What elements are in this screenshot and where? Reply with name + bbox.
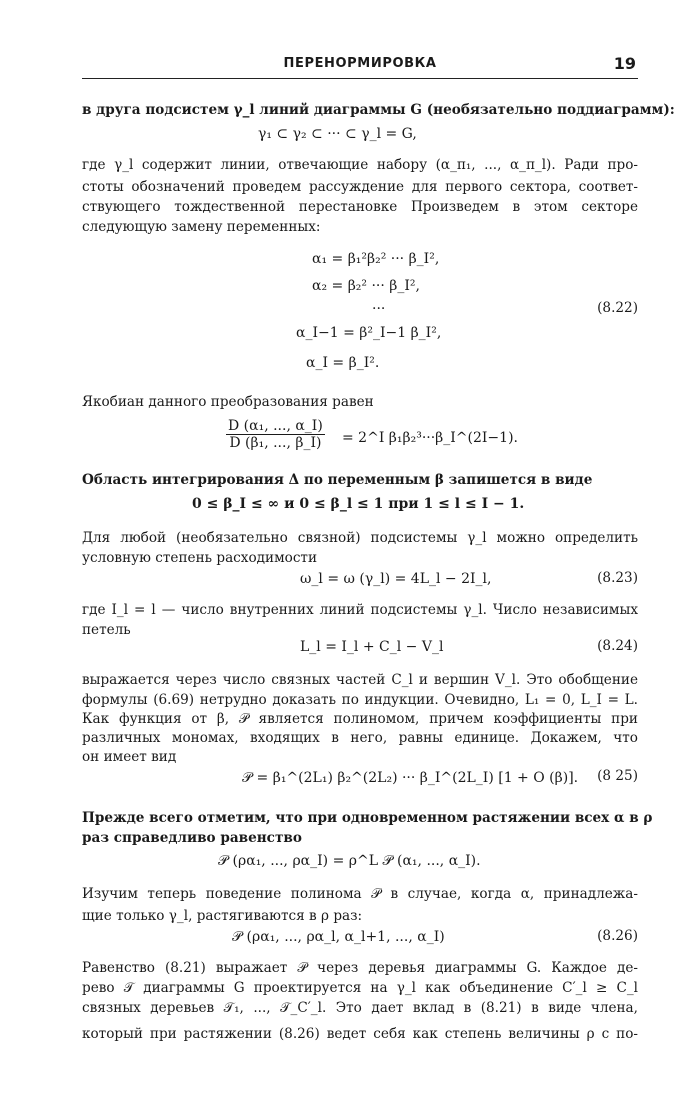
text-line-23: связных деревьев 𝒯₁, ..., 𝒯_C′_l. Это дает вклад в (8.21) в виде члена, <box>82 1000 638 1016</box>
equation-826: 𝒫 (ρα₁, ..., ρα_l, α_l+1, ..., α_I) <box>232 929 445 945</box>
text-line-15: различных мономах, входящих в него, равны единице. Докажем, что <box>82 730 638 746</box>
jacobian-rhs: = 2^I β₁β₂³···β_I^(2I−1). <box>342 430 518 446</box>
text-line-18: раз справедливо равенство <box>82 830 302 846</box>
jacobian-numerator: D (α₁, ..., α_I) <box>228 418 323 434</box>
text-line-10: где I_l = l — число внутренних линий подсистемы γ_l. Число независимых <box>82 602 638 618</box>
text-line-6: Якобиан данного преобразования равен <box>82 394 374 410</box>
text-line-21: Равенство (8.21) выражает 𝒫 через деревья диаграммы G. Каждое де- <box>82 960 638 976</box>
equation-number-825: (8 25) <box>597 768 638 784</box>
equation-822-row-3: ··· <box>372 301 386 317</box>
equation-825: 𝒫 = β₁^(2L₁) β₂^(2L₂) ··· β_I^(2L_I) [1 + O (β)]. <box>242 770 579 786</box>
equation-822-row-4: α_I−1 = β²_I−1 β_I², <box>296 325 442 341</box>
equation-scaling: 𝒫 (ρα₁, ..., ρα_I) = ρ^L 𝒫 (α₁, ..., α_I). <box>218 853 481 869</box>
equation-number-824: (8.24) <box>597 638 638 654</box>
text-line-11: петель <box>82 622 131 638</box>
running-title: ПЕРЕНОРМИРОВКА <box>283 56 437 71</box>
text-line-19: Изучим теперь поведение полинома 𝒫 в случае, когда α, принадлежа- <box>82 886 638 902</box>
text-line-3: стоты обозначений проведем рассуждение для первого сектора, соответ- <box>82 179 638 195</box>
text-line-1: в друга подсистем γ_l линий диаграммы G (необязательно поддиаграмм): <box>82 102 675 118</box>
text-line-9: условную степень расходимости <box>82 550 318 566</box>
text-line-20: щие только γ_l, растягиваются в ρ раз: <box>82 908 363 924</box>
equation-822-row-2: α₂ = β₂² ··· β_I², <box>312 278 420 294</box>
text-line-14: Как функция от β, 𝒫 является полиномом, причем коэффициенты при <box>82 711 638 727</box>
equation-824: L_l = I_l + C_l − V_l <box>300 639 444 655</box>
text-line-8: Для любой (необязательно связной) подсистемы γ_l можно определить <box>82 530 638 546</box>
equation-number-823: (8.23) <box>597 570 638 586</box>
equation-822-row-1: α₁ = β₁²β₂² ··· β_I², <box>312 251 440 267</box>
text-line-16: он имеет вид <box>82 749 177 765</box>
equation-823: ω_l = ω (γ_l) = 4L_l − 2I_l, <box>300 571 492 587</box>
equation-integration-domain: 0 ≤ β_I ≤ ∞ и 0 ≤ β_l ≤ 1 при 1 ≤ l ≤ I − 1. <box>192 496 525 512</box>
text-line-17: Прежде всего отметим, что при одновременном растяжении всех α в ρ <box>82 810 653 826</box>
text-line-13: формулы (6.69) нетрудно доказать по индукции. Очевидно, L₁ = 0, L_I = L. <box>82 692 638 708</box>
text-line-24: который при растяжении (8.26) ведет себя как степень величины ρ с по- <box>82 1026 638 1042</box>
equation-subsystem-chain: γ₁ ⊂ γ₂ ⊂ ··· ⊂ γ_l = G, <box>258 126 417 142</box>
text-line-4: ствующего тождественной перестановке Произведем в этом секторе <box>82 199 638 215</box>
jacobian-fraction <box>226 418 325 451</box>
equation-number-826: (8.26) <box>597 928 638 944</box>
text-line-2: где γ_l содержит линии, отвечающие набору (α_π₁, ..., α_π_l). Ради про- <box>82 157 638 173</box>
equation-822-row-5: α_I = β_I². <box>306 355 380 371</box>
text-line-12: выражается через число связных частей C_l и вершин V_l. Это обобщение <box>82 672 638 688</box>
text-line-5: следующую замену переменных: <box>82 219 321 235</box>
equation-number-822: (8.22) <box>597 300 638 316</box>
page-number: 19 <box>613 54 636 73</box>
page-header <box>82 52 638 79</box>
text-line-22: рево 𝒯 диаграммы G проектируется на γ_l как объединение C′_l ≥ C_l <box>82 980 638 996</box>
text-line-7: Область интегрирования Δ по переменным β запишется в виде <box>82 472 593 488</box>
jacobian-denominator: D (β₁, ..., β_I) <box>229 435 322 451</box>
